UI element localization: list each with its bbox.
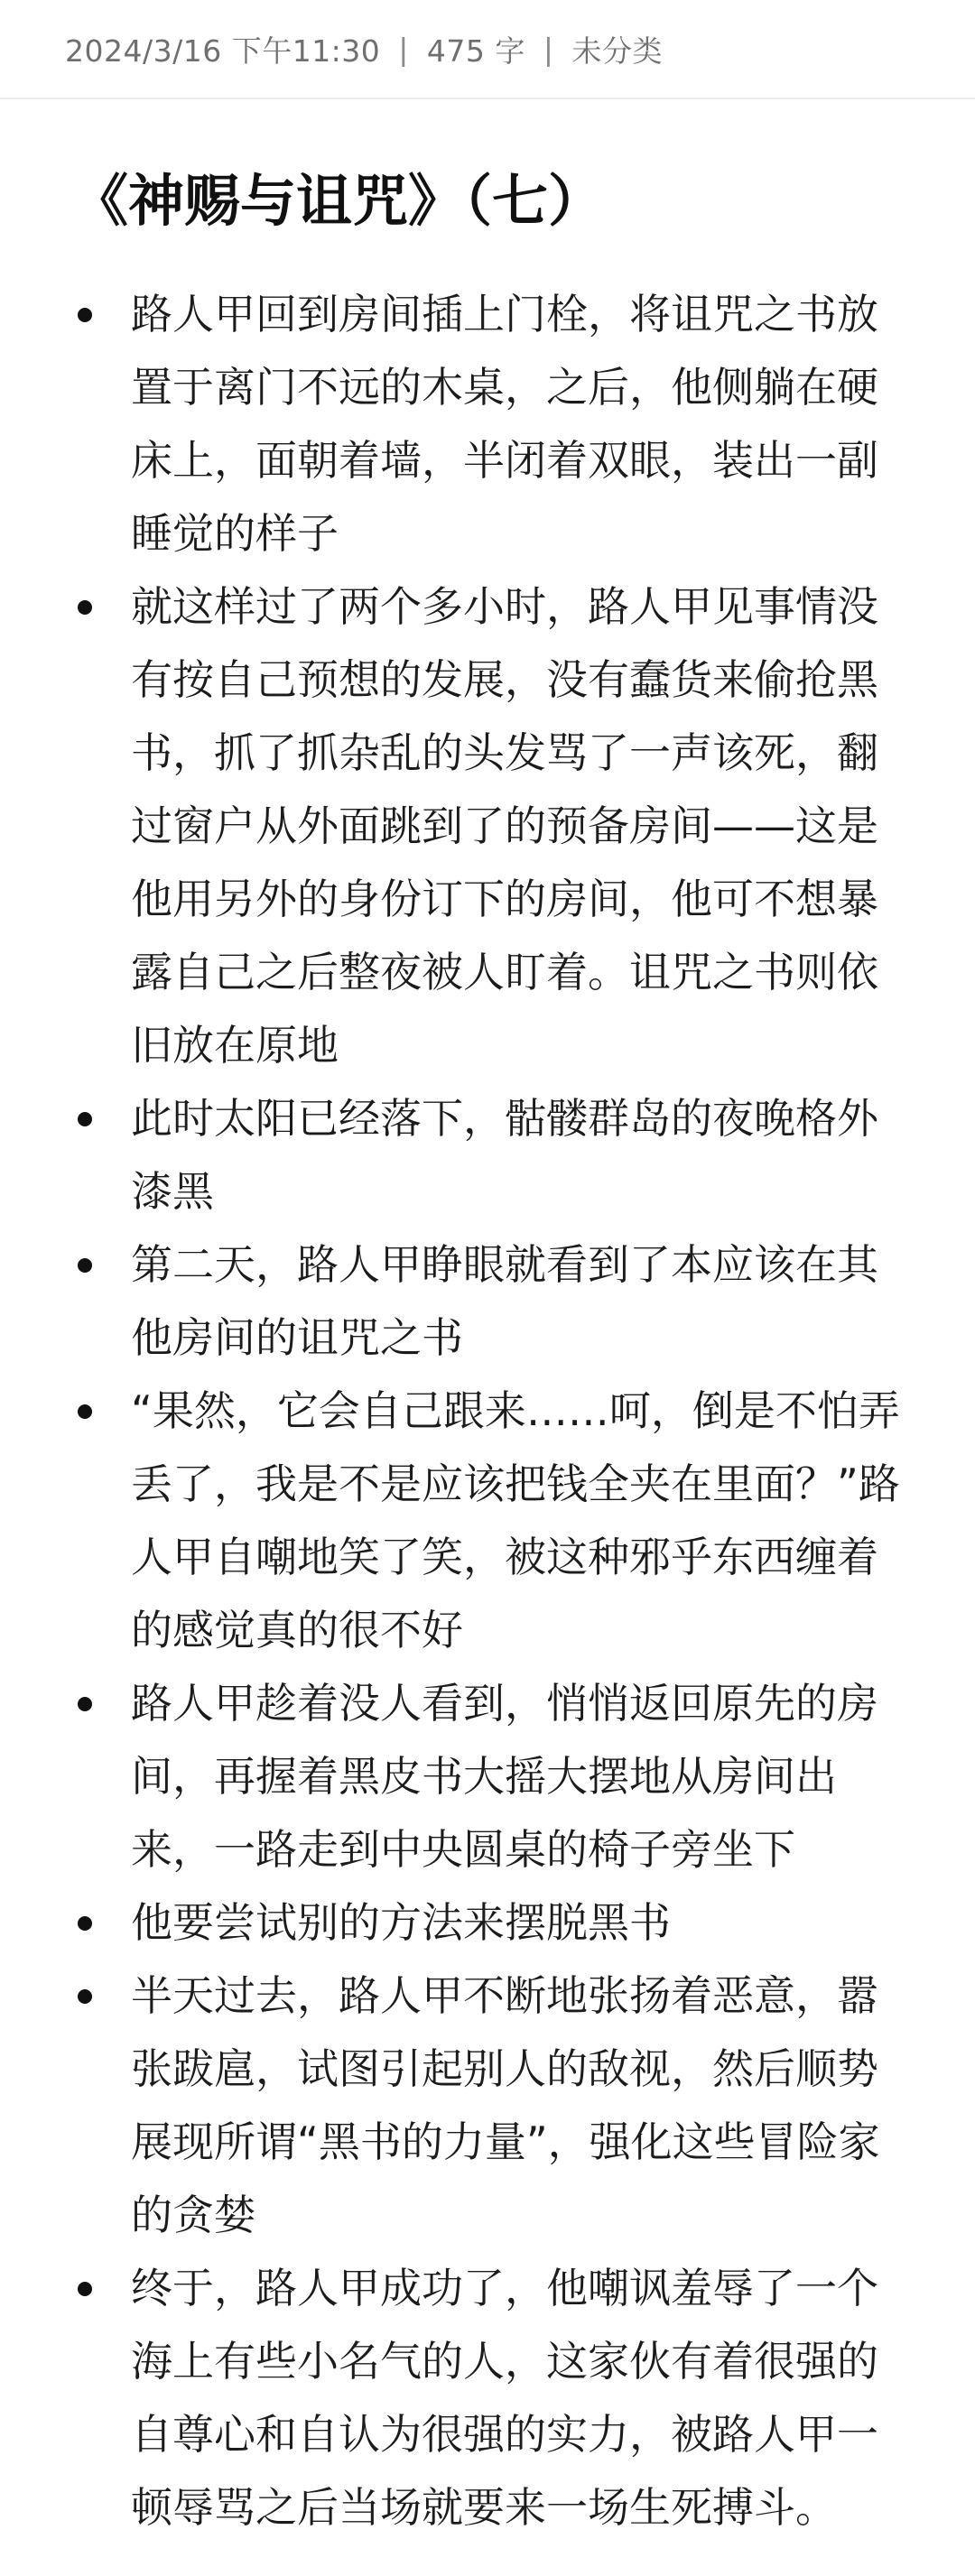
bullet-list [0,251,975,2544]
list-item-text: 他要尝试别的方法来摆脱黑书 [131,1898,671,1947]
list-item-text: 路人甲趁着没人看到，悄悄返回原先的房间，再握着黑皮书大摇大摆地从房间出来，一路走到中央圆桌的椅子旁坐下 [131,1679,878,1874]
article-meta-bar [0,0,975,99]
list-item [0,2252,975,2544]
bullet-dot-icon [78,1697,92,1711]
bullet-dot-icon [78,1916,92,1931]
list-item [0,1082,975,1228]
article-title: 《神赐与诅咒》（七） [72,168,605,234]
list-item [0,1375,975,1667]
article-body [0,99,975,2544]
bullet-dot-icon [78,308,92,322]
list-item [0,1667,975,1886]
bullet-dot-icon [78,1258,92,1273]
list-item-text: 第二天，路人甲睁眼就看到了本应该在其他房间的诅咒之书 [131,1240,878,1362]
bullet-dot-icon [78,600,92,615]
word-count: 475 字 [426,32,525,69]
list-item [0,1960,975,2252]
list-item [0,570,975,1082]
bullet-dot-icon [78,2282,92,2296]
list-item-text: 此时太阳已经落下，骷髅群岛的夜晚格外漆黑 [131,1094,878,1216]
list-item-text: 路人甲回到房间插上门栓，将诅咒之书放置于离门不远的木桌，之后，他侧躺在硬床上，面朝着墙，半闭着双眼，装出一副睡觉的样子 [131,290,878,558]
category-label[interactable]: 未分类 [571,32,664,69]
list-item-text: 半天过去，路人甲不断地张扬着恶意，嚣张跋扈，试图引起别人的敌视，然后顺势展现所谓“黑书的力量”，强化这些冒险家的贪婪 [131,1971,880,2239]
meta-separator: | [398,31,409,67]
bullet-dot-icon [78,1404,92,1419]
list-item-text: 终于，路人甲成功了，他嘲讽羞辱了一个海上有些小名气的人，这家伙有着很强的自尊心和自认为很强的实力，被路人甲一顿辱骂之后当场就要来一场生死搏斗。 [131,2264,878,2532]
list-item [0,278,975,570]
list-item-text: “果然，它会自己跟来……呵，倒是不怕弄丢了，我是不是应该把钱全夹在里面？”路人甲自嘲地笑了笑，被这种邪乎东西缠着的感觉真的很不好 [131,1386,900,1654]
list-item [0,1886,975,1960]
bullet-dot-icon [78,1989,92,2004]
list-item-text: 就这样过了两个多小时，路人甲见事情没有按自己预想的发展，没有蠢货来偷抢黑书，抓了抓杂乱的头发骂了一声该死，翻过窗户从外面跳到了的预备房间——这是他用另外的身份订下的房间，他可不想暴露自己之后整夜被人盯着。诅咒之书则依旧放在原地 [131,582,878,1070]
publish-datetime: 2024/3/16 下午11:30 [65,32,381,69]
bullet-dot-icon [78,1112,92,1126]
meta-separator: | [543,31,554,67]
list-item [0,1228,975,1375]
